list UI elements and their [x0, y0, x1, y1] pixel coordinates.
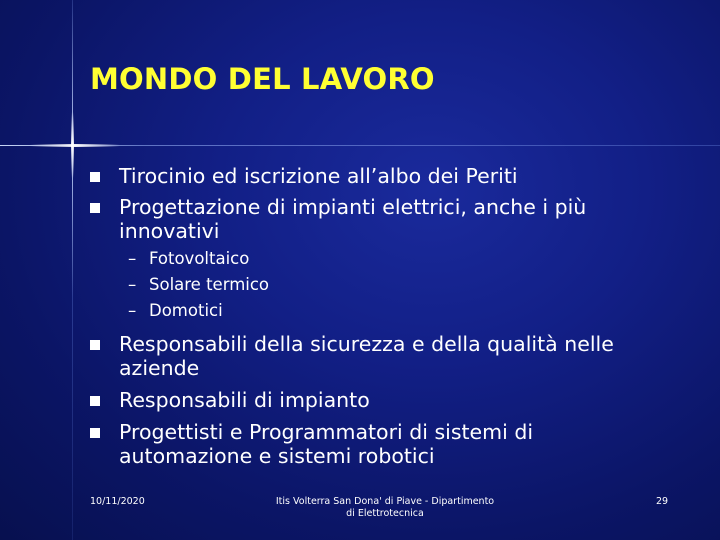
- square-bullet-icon: [90, 203, 100, 213]
- bullet-text: Progettisti e Programmatori di sistemi di automazione e sistemi robotici: [119, 420, 534, 468]
- square-bullet-icon: [90, 428, 100, 438]
- vertical-divider-line: [72, 0, 73, 540]
- page-number: 29: [656, 496, 669, 507]
- footer-institution: [270, 496, 500, 520]
- bullet-text: Responsabili di impianto: [119, 388, 370, 412]
- sub-bullet-text: Fotovoltaico: [149, 249, 250, 268]
- footer-date: 10/11/2020: [90, 496, 145, 507]
- square-bullet-icon: [90, 340, 100, 350]
- slide-title: MONDO DEL LAVORO: [90, 62, 435, 96]
- bullet-text: Tirocinio ed iscrizione all’albo dei Periti: [119, 164, 518, 188]
- dash-bullet: –: [128, 249, 137, 268]
- light-flare-vertical: [71, 112, 74, 178]
- bullet-text: Responsabili della sicurezza e della qualità nelle aziende: [119, 332, 614, 380]
- dash-bullet: –: [128, 275, 137, 294]
- square-bullet-icon: [90, 172, 100, 182]
- footer-institution-line1: Itis Volterra San Dona' di Piave - Dipartimento: [275, 496, 495, 507]
- sub-bullet-text: Domotici: [149, 301, 223, 320]
- square-bullet-icon: [90, 396, 100, 406]
- dash-bullet: –: [128, 301, 137, 320]
- bullet-text: Progettazione di impianti elettrici, anche i più innovativi: [119, 195, 587, 243]
- footer-institution-line2: di Elettrotecnica: [346, 508, 424, 519]
- sub-bullet-text: Solare termico: [149, 275, 270, 294]
- light-flare-icon: [30, 144, 120, 147]
